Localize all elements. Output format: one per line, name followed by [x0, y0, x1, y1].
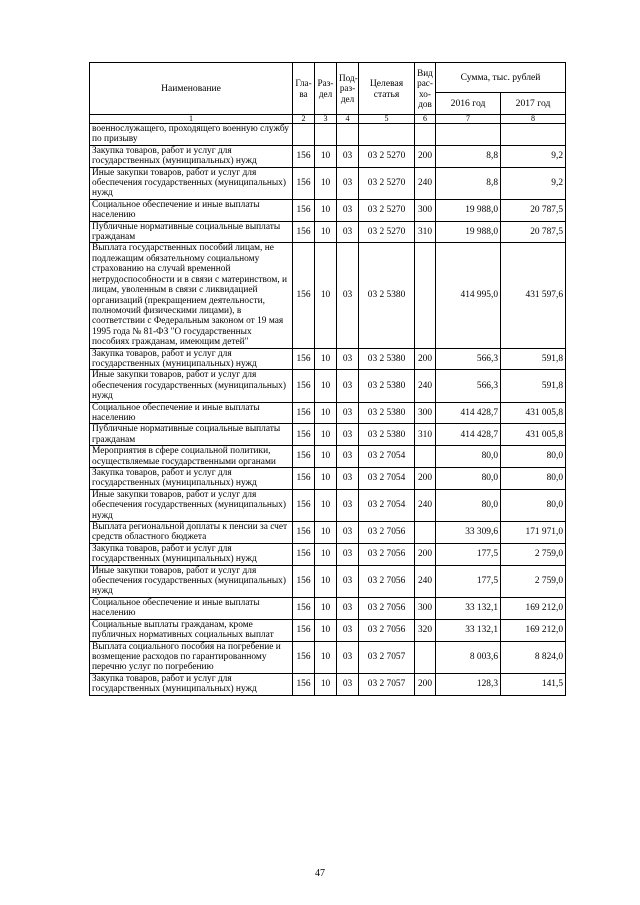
- cell-sum-2016: 8 003,6: [436, 641, 501, 673]
- cell-expense-type: 320: [415, 619, 436, 641]
- cell-section: 10: [315, 167, 337, 199]
- cell-chapter: 156: [293, 348, 315, 370]
- cell-subsection: 03: [337, 243, 359, 348]
- cell-subsection: 03: [337, 543, 359, 565]
- cell-name: Закупка товаров, работ и услуг для государственных (муниципальных) нужд: [90, 468, 293, 490]
- cell-sum-2016: 414 995,0: [436, 243, 501, 348]
- cell-sum-2017: 9,2: [501, 145, 566, 167]
- column-number-row: [90, 115, 566, 124]
- cell-target-article: 03 2 5270: [359, 199, 415, 221]
- cell-section: 10: [315, 522, 337, 544]
- cell-expense-type: 200: [415, 673, 436, 695]
- cell-sum-2017: 171 971,0: [501, 522, 566, 544]
- cell-sum-2017: [501, 124, 566, 146]
- cell-expense-type: 300: [415, 597, 436, 619]
- cell-sum-2016: 80,0: [436, 446, 501, 468]
- table-row: [90, 145, 566, 167]
- cell-subsection: 03: [337, 402, 359, 424]
- cell-target-article: 03 2 5270: [359, 221, 415, 243]
- table-row: [90, 199, 566, 221]
- cell-expense-type: 240: [415, 167, 436, 199]
- cell-chapter: 156: [293, 673, 315, 695]
- header-year-2016: 2016 год: [436, 93, 501, 115]
- cell-target-article: 03 2 5380: [359, 348, 415, 370]
- cell-sum-2016: 566,3: [436, 348, 501, 370]
- cell-target-article: 03 2 7054: [359, 468, 415, 490]
- cell-subsection: 03: [337, 468, 359, 490]
- cell-expense-type: 310: [415, 424, 436, 446]
- header-name: Наименование: [90, 63, 293, 115]
- cell-name: Иные закупки товаров, работ и услуг для обеспечения государственных (муниципальных) нужд: [90, 489, 293, 521]
- cell-sum-2016: 80,0: [436, 489, 501, 521]
- cell-expense-type: 310: [415, 221, 436, 243]
- cell-name: Социальные выплаты гражданам, кроме публичных нормативных социальных выплат: [90, 619, 293, 641]
- cell-expense-type: 200: [415, 348, 436, 370]
- cell-expense-type: 240: [415, 565, 436, 597]
- cell-sum-2017: 2 759,0: [501, 565, 566, 597]
- cell-subsection: 03: [337, 641, 359, 673]
- cell-sum-2017: 431 005,8: [501, 402, 566, 424]
- cell-name: Социальное обеспечение и иные выплаты населению: [90, 199, 293, 221]
- cell-chapter: 156: [293, 641, 315, 673]
- table-row: [90, 424, 566, 446]
- cell-sum-2016: 8,8: [436, 167, 501, 199]
- cell-expense-type: 240: [415, 370, 436, 402]
- table-row: [90, 124, 566, 146]
- cell-target-article: 03 2 7056: [359, 597, 415, 619]
- table-row: [90, 641, 566, 673]
- cell-name: Выплата социального пособия на погребение и возмещение расходов по гарантированному перечню услуг по погребению: [90, 641, 293, 673]
- cell-expense-type: 200: [415, 145, 436, 167]
- header-sum: Сумма, тыс. рублей: [436, 63, 566, 93]
- cell-section: 10: [315, 619, 337, 641]
- cell-sum-2017: 431 005,8: [501, 424, 566, 446]
- cell-subsection: [337, 124, 359, 146]
- cell-target-article: 03 2 5380: [359, 402, 415, 424]
- cell-section: 10: [315, 597, 337, 619]
- col-number: 5: [359, 115, 415, 124]
- cell-name: Закупка товаров, работ и услуг для государственных (муниципальных) нужд: [90, 543, 293, 565]
- cell-chapter: 156: [293, 243, 315, 348]
- cell-sum-2017: 169 212,0: [501, 597, 566, 619]
- header-section: Раз-дел: [315, 63, 337, 115]
- cell-subsection: 03: [337, 370, 359, 402]
- cell-sum-2017: 80,0: [501, 446, 566, 468]
- cell-name: военнослужащего, проходящего военную службу по призыву: [90, 124, 293, 146]
- table-row: [90, 522, 566, 544]
- cell-chapter: 156: [293, 446, 315, 468]
- cell-section: 10: [315, 641, 337, 673]
- cell-name: Социальное обеспечение и иные выплаты населению: [90, 597, 293, 619]
- cell-sum-2016: 33 309,6: [436, 522, 501, 544]
- table-row: [90, 673, 566, 695]
- table-header: [90, 63, 566, 124]
- cell-subsection: 03: [337, 522, 359, 544]
- cell-sum-2017: 20 787,5: [501, 199, 566, 221]
- table-row: [90, 402, 566, 424]
- cell-section: 10: [315, 348, 337, 370]
- cell-expense-type: [415, 522, 436, 544]
- cell-chapter: 156: [293, 199, 315, 221]
- cell-name: Выплата региональной доплаты к пенсии за счет средств областного бюджета: [90, 522, 293, 544]
- cell-expense-type: 300: [415, 199, 436, 221]
- header-chapter: Гла-ва: [293, 63, 315, 115]
- table-row: [90, 619, 566, 641]
- cell-target-article: 03 2 7056: [359, 565, 415, 597]
- cell-subsection: 03: [337, 597, 359, 619]
- cell-section: 10: [315, 243, 337, 348]
- cell-sum-2016: 80,0: [436, 468, 501, 490]
- cell-sum-2017: 80,0: [501, 489, 566, 521]
- cell-target-article: 03 2 7056: [359, 619, 415, 641]
- cell-expense-type: 200: [415, 468, 436, 490]
- cell-sum-2016: 177,5: [436, 543, 501, 565]
- cell-sum-2017: 591,8: [501, 348, 566, 370]
- cell-expense-type: [415, 641, 436, 673]
- cell-sum-2017: 20 787,5: [501, 221, 566, 243]
- cell-subsection: 03: [337, 565, 359, 597]
- cell-sum-2016: 177,5: [436, 565, 501, 597]
- cell-section: 10: [315, 424, 337, 446]
- cell-subsection: 03: [337, 673, 359, 695]
- cell-sum-2016: 414 428,7: [436, 402, 501, 424]
- table-row: [90, 446, 566, 468]
- table-row: [90, 221, 566, 243]
- header-expense-type: Вид рас-хо-дов: [415, 63, 436, 115]
- cell-name: Выплата государственных пособий лицам, не подлежащим обязательному социальному страхованию на случай временной нетрудоспособности и в связи с материнством, и лицам, уволенным в связи с ликвидацией организаций (прекращением деятельности, полномочий физическими лицами), в соответствии с Федеральным законом от 19 мая 1995 года № 81-ФЗ "О государственных пособиях гражданам, имеющим детей": [90, 243, 293, 348]
- col-number: 1: [90, 115, 293, 124]
- cell-target-article: 03 2 5270: [359, 167, 415, 199]
- cell-section: 10: [315, 145, 337, 167]
- budget-table: [89, 62, 566, 696]
- cell-name: Публичные нормативные социальные выплаты гражданам: [90, 221, 293, 243]
- table-row: [90, 468, 566, 490]
- cell-sum-2016: 33 132,1: [436, 619, 501, 641]
- col-number: 4: [337, 115, 359, 124]
- cell-sum-2017: 9,2: [501, 167, 566, 199]
- cell-name: Закупка товаров, работ и услуг для государственных (муниципальных) нужд: [90, 145, 293, 167]
- cell-sum-2016: 8,8: [436, 145, 501, 167]
- cell-name: Иные закупки товаров, работ и услуг для обеспечения государственных (муниципальных) нужд: [90, 565, 293, 597]
- header-subsection: Под-раз-дел: [337, 63, 359, 115]
- cell-subsection: 03: [337, 489, 359, 521]
- cell-section: 10: [315, 446, 337, 468]
- cell-expense-type: 200: [415, 543, 436, 565]
- cell-subsection: 03: [337, 145, 359, 167]
- cell-expense-type: 300: [415, 402, 436, 424]
- cell-subsection: 03: [337, 348, 359, 370]
- cell-sum-2016: 19 988,0: [436, 221, 501, 243]
- cell-chapter: 156: [293, 522, 315, 544]
- col-number: 2: [293, 115, 315, 124]
- cell-target-article: 03 2 7057: [359, 673, 415, 695]
- table-row: [90, 597, 566, 619]
- header-year-2017: 2017 год: [501, 93, 566, 115]
- cell-chapter: 156: [293, 468, 315, 490]
- cell-chapter: 156: [293, 145, 315, 167]
- cell-target-article: 03 2 7056: [359, 543, 415, 565]
- cell-name: Иные закупки товаров, работ и услуг для обеспечения государственных (муниципальных) нужд: [90, 167, 293, 199]
- col-number: 3: [315, 115, 337, 124]
- cell-expense-type: 240: [415, 489, 436, 521]
- cell-name: Социальное обеспечение и иные выплаты населению: [90, 402, 293, 424]
- cell-chapter: 156: [293, 543, 315, 565]
- cell-chapter: 156: [293, 402, 315, 424]
- cell-name: Публичные нормативные социальные выплаты гражданам: [90, 424, 293, 446]
- cell-chapter: 156: [293, 370, 315, 402]
- cell-target-article: 03 2 5380: [359, 424, 415, 446]
- cell-sum-2016: 128,3: [436, 673, 501, 695]
- cell-sum-2016: 19 988,0: [436, 199, 501, 221]
- cell-name: Мероприятия в сфере социальной политики, осуществляемые государственными органами: [90, 446, 293, 468]
- cell-subsection: 03: [337, 619, 359, 641]
- cell-section: 10: [315, 370, 337, 402]
- cell-section: 10: [315, 199, 337, 221]
- table-row: [90, 489, 566, 521]
- cell-chapter: 156: [293, 597, 315, 619]
- cell-subsection: 03: [337, 199, 359, 221]
- cell-subsection: 03: [337, 221, 359, 243]
- cell-name: Иные закупки товаров, работ и услуг для обеспечения государственных (муниципальных) нужд: [90, 370, 293, 402]
- cell-subsection: 03: [337, 167, 359, 199]
- cell-sum-2017: 80,0: [501, 468, 566, 490]
- cell-target-article: 03 2 5380: [359, 243, 415, 348]
- cell-section: 10: [315, 543, 337, 565]
- cell-expense-type: [415, 243, 436, 348]
- cell-sum-2016: 566,3: [436, 370, 501, 402]
- cell-target-article: [359, 124, 415, 146]
- cell-section: 10: [315, 402, 337, 424]
- page-number: 47: [315, 868, 325, 879]
- cell-chapter: 156: [293, 489, 315, 521]
- cell-expense-type: [415, 124, 436, 146]
- cell-name: Закупка товаров, работ и услуг для государственных (муниципальных) нужд: [90, 673, 293, 695]
- cell-sum-2017: 169 212,0: [501, 619, 566, 641]
- cell-section: [315, 124, 337, 146]
- cell-target-article: 03 2 7054: [359, 489, 415, 521]
- cell-sum-2017: 431 597,6: [501, 243, 566, 348]
- table-row: [90, 243, 566, 348]
- table-row: [90, 370, 566, 402]
- cell-sum-2017: 591,8: [501, 370, 566, 402]
- cell-chapter: 156: [293, 167, 315, 199]
- cell-chapter: 156: [293, 424, 315, 446]
- col-number: 7: [436, 115, 501, 124]
- cell-target-article: 03 2 7057: [359, 641, 415, 673]
- cell-section: 10: [315, 673, 337, 695]
- cell-sum-2017: 8 824,0: [501, 641, 566, 673]
- cell-chapter: 156: [293, 619, 315, 641]
- table-row: [90, 565, 566, 597]
- cell-target-article: 03 2 7054: [359, 446, 415, 468]
- table-row: [90, 167, 566, 199]
- cell-target-article: 03 2 5270: [359, 145, 415, 167]
- table-body: [90, 124, 566, 696]
- header-target-article: Целевая статья: [359, 63, 415, 115]
- cell-section: 10: [315, 221, 337, 243]
- cell-expense-type: [415, 446, 436, 468]
- cell-name: Закупка товаров, работ и услуг для государственных (муниципальных) нужд: [90, 348, 293, 370]
- cell-sum-2016: 414 428,7: [436, 424, 501, 446]
- cell-target-article: 03 2 5380: [359, 370, 415, 402]
- cell-sum-2017: 141,5: [501, 673, 566, 695]
- table-row: [90, 543, 566, 565]
- cell-subsection: 03: [337, 424, 359, 446]
- cell-chapter: [293, 124, 315, 146]
- col-number: 6: [415, 115, 436, 124]
- cell-chapter: 156: [293, 565, 315, 597]
- cell-section: 10: [315, 468, 337, 490]
- cell-subsection: 03: [337, 446, 359, 468]
- cell-section: 10: [315, 489, 337, 521]
- cell-sum-2017: 2 759,0: [501, 543, 566, 565]
- cell-section: 10: [315, 565, 337, 597]
- col-number: 8: [501, 115, 566, 124]
- cell-chapter: 156: [293, 221, 315, 243]
- table-row: [90, 348, 566, 370]
- cell-sum-2016: [436, 124, 501, 146]
- cell-target-article: 03 2 7056: [359, 522, 415, 544]
- cell-sum-2016: 33 132,1: [436, 597, 501, 619]
